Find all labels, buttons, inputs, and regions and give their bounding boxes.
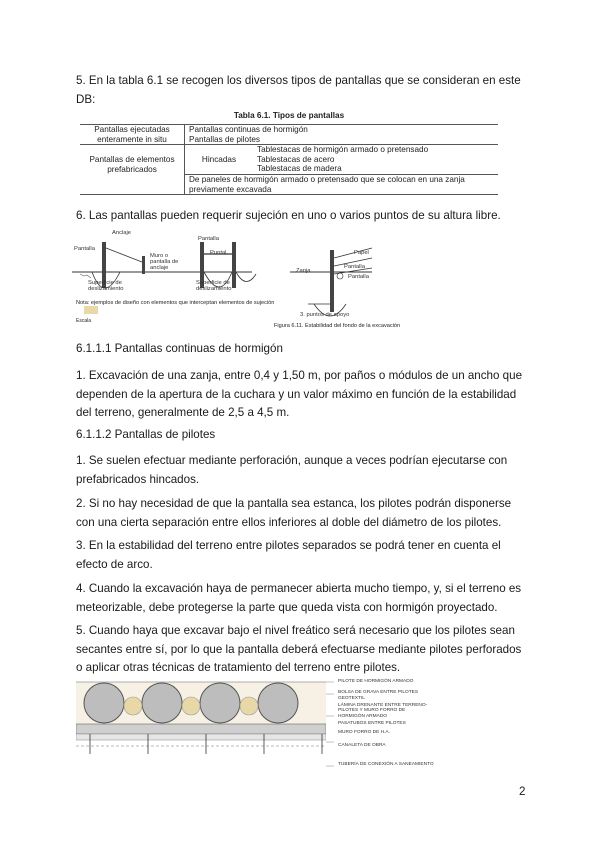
table-cell: Pantallas ejecutadas enteramente in situ: [80, 125, 185, 145]
paragraph-perforacion: 1. Se suelen efectuar mediante perforación, aunque a veces podrían ejecutarse con prefabricados hincados.: [76, 454, 508, 486]
anchor-wall: [142, 256, 145, 274]
pile: [200, 683, 240, 723]
fig1-label: Pantalla: [344, 264, 365, 270]
table-cell: [185, 125, 499, 145]
table-cell: [253, 145, 498, 175]
lining-wall: [76, 724, 326, 734]
fig1-label: 3. puntos de apoyo: [300, 312, 350, 318]
heading-6-1-1-1: 6.1.1.1 Pantallas continuas de hormigón: [76, 342, 283, 355]
paragraph-table-intro: 5. En la tabla 6.1 se recogen los diversos tipos de pantallas que se consideran en este DB:: [76, 74, 521, 106]
gravel-pocket: [124, 697, 142, 715]
fig1-label: Puntal: [210, 250, 227, 256]
pile: [84, 683, 124, 723]
fig1-label: Zanja: [296, 268, 311, 274]
page-number: 2: [519, 785, 526, 798]
paragraph-meteorizable: 4. Cuando la excavación haya de permanecer abierta mucho tiempo, y, si el terreno es meteorizable, debe protegerse la parte que queda vista con hormigón proyectado.: [76, 582, 522, 614]
fig1-label: Superficie de deslizamiento: [196, 280, 232, 292]
fig1-note: Escala: [76, 318, 92, 324]
gravel-pocket: [240, 697, 258, 715]
fig1-label: Pantalla: [74, 246, 95, 252]
paragraph-separacion: 2. Si no hay necesidad de que la pantalla sea estanca, los pilotes podrán disponerse con una cierta separación entre ellos inferiores al doble del diámetro de los pilotes.: [76, 497, 512, 529]
pile: [258, 683, 298, 723]
fig1-label: Muro o pantalla de anclaje: [150, 253, 179, 271]
fig1-caption-left: Nota: ejemplos de diseño con elementos que interceptan elementos de sujeción: [76, 300, 275, 306]
table-cell: Pantallas de elementos prefabricados: [80, 145, 185, 195]
leader-lines: [326, 676, 334, 770]
table-cell-line: Pantallas continuas de hormigón: [189, 125, 308, 134]
fig2-label: CANALETA DE OBRA: [338, 743, 386, 748]
pile-wall-figure: [76, 676, 326, 770]
table-cell: Hincadas: [201, 155, 237, 165]
fig2-label: PASATUBOS ENTRE PILOTES: [338, 721, 406, 726]
fig2-label: TUBERÍA DE CONEXIÓN A SANEAMIENTO: [338, 762, 434, 767]
pivot-point: [337, 273, 343, 279]
fig1-label: Pantalla: [348, 274, 369, 280]
fig2-label: GEOTEXTIL: [338, 696, 365, 701]
table-cell-line: Tablestacas de hormigón armado o pretensado: [257, 145, 429, 155]
gravel-pocket: [182, 697, 200, 715]
paragraph-zanja: 1. Excavación de una zanja, entre 0,4 y 1,50 m, por paños o módulos de un ancho que dependen de la apertura de la cuchara y un valor máximo en función de la estabilidad del terreno, generalmente de 2,5 a 4,5 m.: [76, 369, 523, 419]
pantalla-wall: [330, 250, 334, 312]
channel: [76, 734, 326, 740]
fig1-label: Papel: [354, 250, 369, 256]
table-6-1: [80, 124, 498, 195]
table-title: Tabla 6.1. Tipos de pantallas: [233, 111, 345, 120]
hatch: [80, 274, 91, 278]
table-cell-line: Tablestacas de madera: [257, 164, 342, 174]
fig2-label: PILOTE DE HORMIGÓN ARMADO: [338, 679, 414, 684]
heading-6-1-1-2: 6.1.1.2 Pantallas de pilotes: [76, 428, 216, 441]
fig1-caption-right: Figura 6.11. Estabilidad del fondo de la excavación: [274, 323, 401, 329]
legend-swatch: [84, 306, 98, 314]
fig2-label: LÁMINA DRENANTE ENTRE TERRENO-PILOTES Y MURO FORRO DE HORMIGÓN ARMADO: [338, 703, 428, 719]
fig1-label: Anclaje: [112, 230, 132, 236]
table-cell-line: Pantallas de pilotes: [189, 134, 261, 144]
anchor-rod: [106, 248, 142, 262]
table-cell-line: Tablestacas de acero: [257, 154, 335, 164]
paragraph-sujecion: 6. Las pantallas pueden requerir sujeción en uno o varios puntos de su altura libre.: [76, 209, 501, 222]
paragraph-efecto-arco: 3. En la estabilidad del terreno entre pilotes separados se podrá tener en cuenta el efecto de arco.: [76, 539, 501, 571]
paragraph-nivel-freatico: 5. Cuando haya que excavar bajo el nivel freático será necesario que los pilotes sean secantes entre sí, por lo que la pantalla deberá efectuarse mediante pilotes perforados o aplicar otras técnicas de tratamiento del terreno entre pilotes.: [76, 624, 522, 674]
fig2-label: MURO FORRO DE H.A.: [338, 730, 390, 735]
fig1-label: Pantalla: [198, 236, 219, 242]
pile: [142, 683, 182, 723]
fig2-label: BOLSA DE GRAVA ENTRE PILOTES: [338, 690, 419, 695]
fig1-label: Superficie de deslizamiento: [88, 280, 124, 292]
table-cell: De paneles de hormigón armado o pretensado que se colocan en una zanja previamente excavada: [189, 174, 465, 194]
retaining-wall-figure: [72, 228, 502, 334]
